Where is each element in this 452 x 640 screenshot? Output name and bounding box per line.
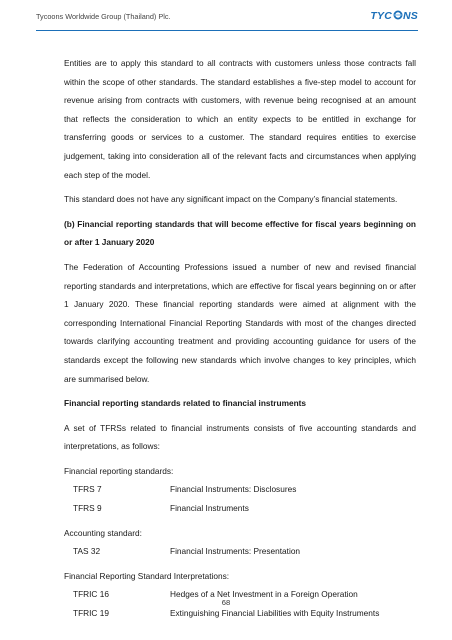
paragraph-revenue-standard: Entities are to apply this standard to all contracts with customers unless those contracts fall within the scope of other standards. The standard establishes a five-step model to account for revenue arising from contracts with customers, with revenue being recognised at an amount that reflects the consideration to which an entity expects to be entitled in exchange for transferring goods or services to a customer. The standard requires entities to exercise judgement, taking into consideration all of the relevant facts and circumstances when applying each step of the model.: [64, 58, 416, 180]
group-label-frs: Financial reporting standards:: [64, 465, 174, 476]
group-label-accounting: Accounting standard:: [64, 527, 142, 538]
paragraph-tfrs-set: A set of TFRSs related to financial instruments consists of five accounting standards and interpretations, as follows:: [64, 422, 416, 452]
logo-text-right: NS: [403, 10, 418, 22]
logo-ring-icon: [393, 10, 403, 20]
company-name: Tycoons Worldwide Group (Thailand) Plc.: [36, 12, 171, 21]
standard-title: Financial Instruments: Disclosures: [170, 484, 297, 495]
paragraph-impact: This standard does not have any significant impact on the Company’s financial statements.: [64, 194, 398, 205]
page-header: [36, 10, 418, 26]
group-label-interpretations: Financial Reporting Standard Interpretations:: [64, 570, 230, 581]
standard-title: Financial Instruments: Presentation: [170, 546, 301, 557]
standard-code: TFRIC 19: [73, 608, 109, 619]
header-divider: [36, 30, 418, 31]
standard-code: TFRS 9: [73, 503, 102, 514]
standard-row: [64, 542, 416, 561]
standard-row: [64, 480, 416, 499]
company-logo: [370, 10, 418, 22]
standard-title: Hedges of a Net Investment in a Foreign Operation: [170, 589, 358, 600]
logo-text-left: TYC: [370, 10, 392, 22]
standard-title: Financial Instruments: [170, 503, 249, 514]
standards-list-accounting: [64, 542, 416, 561]
document-body: [64, 54, 416, 623]
standard-row: [64, 499, 416, 518]
standard-code: TFRS 7: [73, 484, 102, 495]
subheading-financial-instruments: Financial reporting standards related to financial instruments: [64, 398, 307, 409]
standard-code: TFRIC 16: [73, 589, 109, 600]
section-heading-b: (b) Financial reporting standards that will become effective for fiscal years beginning on or after 1 January 2020: [64, 218, 416, 248]
standard-code: TAS 32: [73, 546, 101, 557]
page-number: 68: [221, 598, 231, 607]
standard-title: Extinguishing Financial Liabilities with Equity Instruments: [170, 608, 380, 619]
paragraph-fap-issued: The Federation of Accounting Professions issued a number of new and revised financial reporting standards and interpretations, which are effective for fiscal years beginning on or after 1 January 2020. These financial reporting standards were aimed at alignment with the corresponding International Financial Reporting Standards with most of the changes directed towards clarifying accounting treatment and providing accounting guidance for users of the standards except the following new standards which involve changes to key principles, which are summarised below.: [64, 261, 416, 384]
standards-list-frs: [64, 480, 416, 517]
